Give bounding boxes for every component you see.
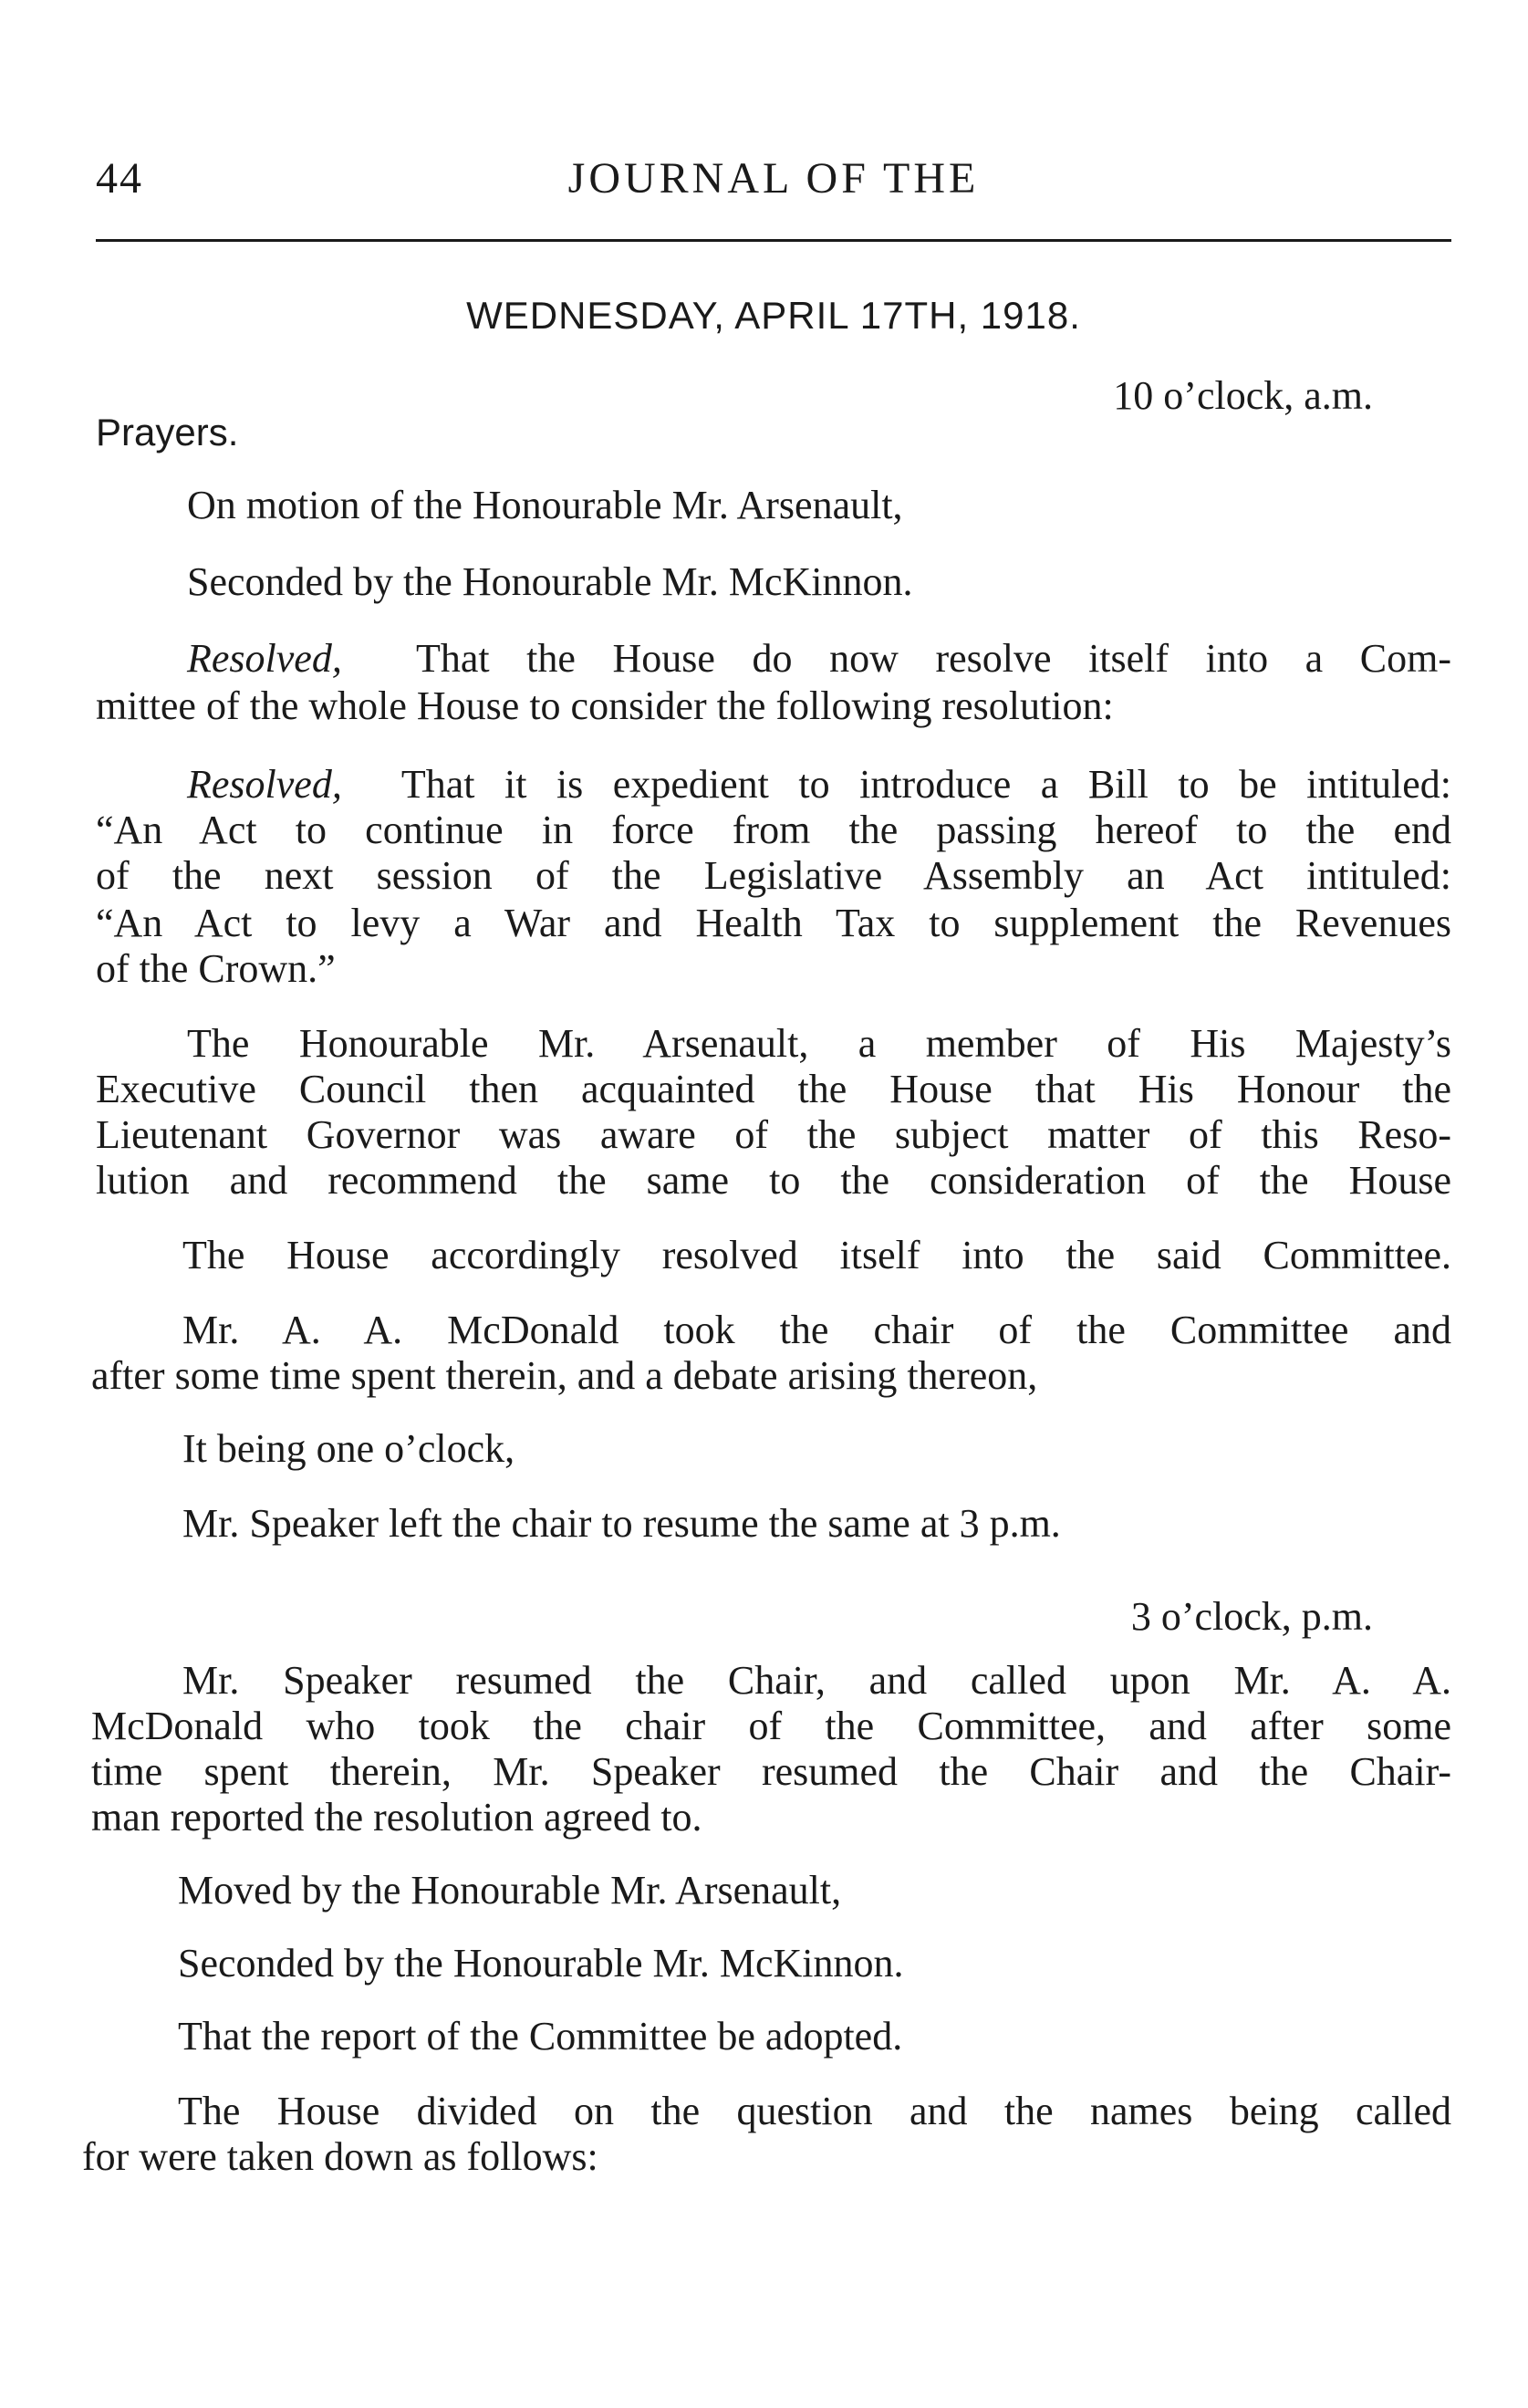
motion-2-moved: Moved by the Honourable Mr. Arsenault,	[178, 1868, 842, 1913]
resolved-2-line-3: of the next session of the Legislative Assembly an Act intituled:	[96, 853, 1451, 898]
speaker-resumed-line-2: McDonald who took the chair of the Committee, and after some	[91, 1704, 1451, 1748]
mcdonald-line-1: Mr. A. A. McDonald took the chair of the Committee and	[182, 1308, 1451, 1352]
motion-2-seconded: Seconded by the Honourable Mr. McKinnon.	[178, 1941, 904, 1986]
resolved-label: Resolved,	[187, 636, 342, 681]
time-morning: 10 o’clock, a.m.	[1113, 373, 1373, 418]
page-number: 44	[96, 154, 143, 203]
resolved-2-line-1: Resolved, That it is expedient to introduce a Bill to be intituled:	[187, 762, 1452, 807]
division-line-1: The House divided on the question and the names being called	[178, 2089, 1451, 2133]
motion-2-text: That the report of the Committee be adopted.	[178, 2014, 903, 2059]
speaker-resumed-line-3: time spent therein, Mr. Speaker resumed the Chair and the Chair-	[91, 1749, 1451, 1794]
prayers-heading: Prayers.	[96, 411, 239, 453]
header-rule	[96, 239, 1451, 242]
resolved-1-line-1: Resolved, That the House do now resolve itself into a Com-	[187, 636, 1451, 681]
arsenault-line-1: The Honourable Mr. Arsenault, a member of His Majesty’s	[187, 1021, 1451, 1066]
motion-seconded: Seconded by the Honourable Mr. McKinnon.	[187, 559, 913, 604]
resolved-label: Resolved,	[187, 762, 342, 807]
resolved-1-line-2: mittee of the whole House to consider the following resolution:	[96, 683, 1114, 728]
committee-resolved: The House accordingly resolved itself into the said Committee.	[182, 1233, 1451, 1277]
speaker-resumed-line-1: Mr. Speaker resumed the Chair, and called upon Mr. A. A.	[182, 1658, 1451, 1703]
one-oclock: It being one o’clock,	[182, 1426, 515, 1471]
arsenault-line-3: Lieutenant Governor was aware of the subject matter of this Reso-	[96, 1112, 1451, 1157]
mcdonald-line-2: after some time spent therein, and a debate arising thereon,	[91, 1353, 1038, 1398]
resolved-2-line-4: “An Act to levy a War and Health Tax to supplement the Revenues	[96, 901, 1451, 945]
time-afternoon: 3 o’clock, p.m.	[1130, 1594, 1373, 1639]
resolved-2-line-2: “An Act to continue in force from the passing hereof to the end	[96, 808, 1451, 852]
arsenault-line-4: lution and recommend the same to the consideration of the House	[96, 1158, 1451, 1203]
date-heading: WEDNESDAY, APRIL 17TH, 1918.	[466, 294, 1081, 337]
speaker-resumed-line-4: man reported the resolution agreed to.	[91, 1795, 702, 1840]
arsenault-line-2: Executive Council then acquainted the House that His Honour the	[96, 1067, 1451, 1111]
motion-moved: On motion of the Honourable Mr. Arsenault,	[187, 483, 903, 527]
division-line-2: for were taken down as follows:	[82, 2134, 598, 2179]
speaker-left: Mr. Speaker left the chair to resume the same at 3 p.m.	[182, 1501, 1061, 1546]
running-head: JOURNAL OF THE	[567, 154, 980, 203]
page-header	[96, 153, 1451, 208]
resolved-2-line-5: of the Crown.”	[96, 946, 336, 991]
